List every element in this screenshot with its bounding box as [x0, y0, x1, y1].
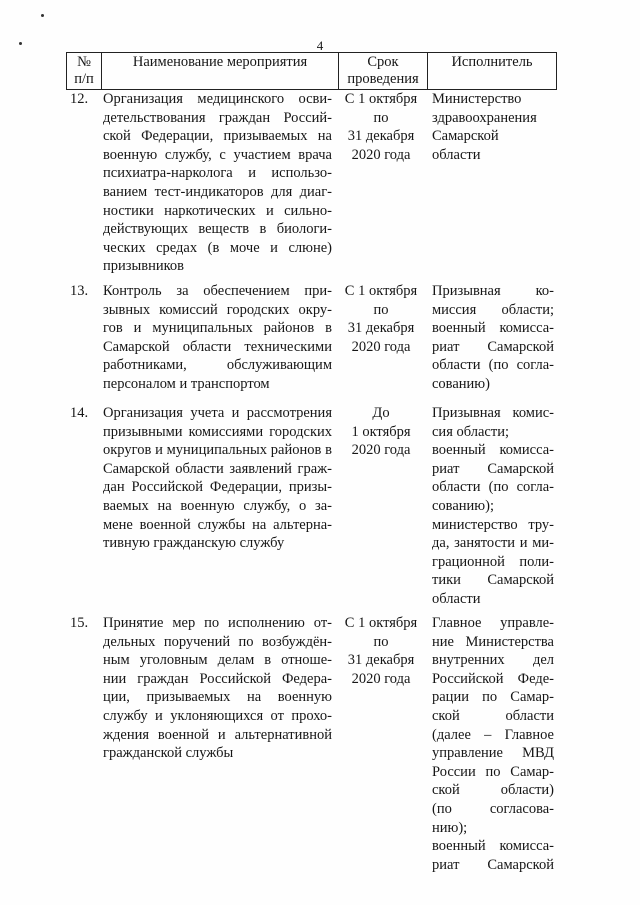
table-header	[66, 52, 557, 90]
row-term: С 1 октября по 31 декабря 2020 года	[344, 615, 418, 687]
row-number: 15.	[70, 615, 89, 631]
row-description: Принятие мер по исполнению от- дельных поручений по возбуждён- ным уголовным делам в отноше- нии граждан Российской Федера- ции, призываемых на военную службу и уклоняющихся от прохо- ждения военной и альтернативной гражданской службы	[103, 615, 332, 762]
row-description: Организация учета и рассмотрения призывными комиссиями городских округов и муниципальных районов в Самарской области заявлений граж- дан Российской Федерации, призы- ваемых на военную службу, о за- мене военной службы на альтерна- тивную гражданскую службу	[103, 405, 332, 552]
row-description: Организация медицинского осви- детельствования граждан Россий- ской Федерации, призываемых на военную службу, с участием врача психиатра-нарколога и использо- ванием тест-индикаторов для диаг- ностики наркотических и сильно- действующих веществ в биологи- ческих средах (в моче и слюне) призывников	[103, 91, 332, 275]
scan-speck	[19, 42, 22, 45]
row-term: С 1 октября по 31 декабря 2020 года	[344, 91, 418, 163]
row-number: 14.	[70, 405, 89, 421]
row-executor: Призывная комис- сия области; военный комисса- риат Самарской области (по согла- сованию); министерство тру- да, занятости и ми- грационной поли- тики Самарской области	[432, 405, 554, 607]
header-num: № п/п	[74, 54, 94, 87]
row-executor: Главное управле- ние Министерства внутренних дел Российской Феде- рации по Самар- ской области (далее – Главное управление МВД России по Самар- ской области) (по согласова- нию); военный комисса- риат Самарской	[432, 615, 554, 873]
row-term: С 1 октября по 31 декабря 2020 года	[344, 283, 418, 355]
header-term: Срок проведения	[347, 54, 419, 87]
row-executor: Призывная ко- миссия области; военный комисса- риат Самарской области (по согла- сованию)	[432, 283, 554, 392]
header-event: Наименование мероприятия	[132, 54, 308, 70]
row-number: 13.	[70, 283, 89, 299]
scan-speck	[41, 14, 44, 17]
row-executor: Министерство здравоохранения Самарской области	[432, 91, 537, 163]
row-number: 12.	[70, 91, 89, 107]
header-executor: Исполнитель	[451, 54, 533, 70]
page-number: 4	[316, 38, 324, 53]
row-term: До 1 октября 2020 года	[351, 405, 411, 459]
row-description: Контроль за обеспечением при- зывных комиссий городских окру- гов и муниципальных районов в Самарской области техническими работниками, обслуживающим персоналом и транспортом	[103, 283, 332, 392]
